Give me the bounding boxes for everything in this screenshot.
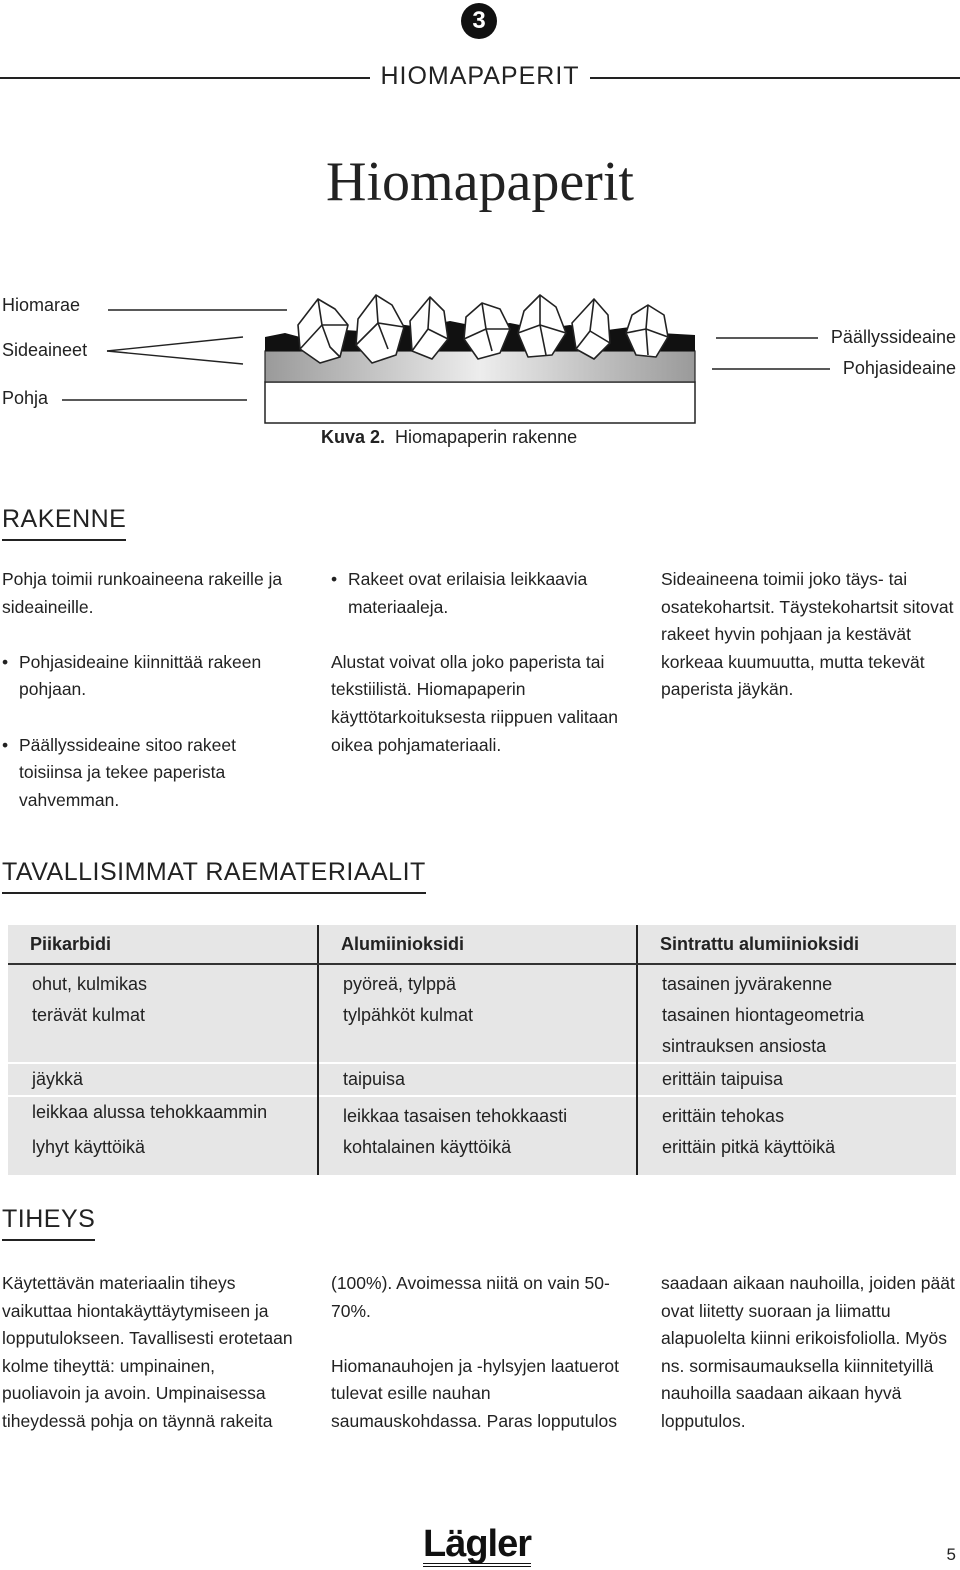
rakenne-column-1 [2,566,302,842]
table-cell: erittäin pitkä käyttöikä [637,1132,956,1175]
table-header-sintrattu: Sintrattu alumiinioksidi [637,925,956,964]
table-row [8,1096,956,1132]
table-row [8,964,956,1000]
base-paper-layer [265,382,695,423]
tiheys-paragraph-2: (100%). Avoimessa niitä on vain 50-70%. [331,1273,610,1321]
table-cell: sintrauksen ansiosta [637,1031,956,1063]
page-number: 5 [946,1545,956,1564]
tiheys-column-3 [661,1270,958,1463]
table-cell: leikkaa alussa tehokkaammin [8,1096,318,1132]
label-pohja: Pohja [2,388,49,408]
page-title: Hiomapaperit [326,151,634,213]
label-sideaineet: Sideaineet [2,340,88,360]
table-header-alumiinioksidi: Alumiinioksidi [318,925,637,964]
table-cell: erittäin tehokas [637,1096,956,1132]
table-row [8,1063,956,1096]
table-cell: pyöreä, tylppä [318,964,637,1000]
table-cell: tasainen jyvärakenne [637,964,956,1000]
table-cell [318,1031,637,1063]
tiheys-paragraph-1: Käytettävän materiaalin tiheys vaikuttaa hiontakäyttäytymiseen ja lopputulokseen. Tavallisesti erotetaan kolme tiheyttä: umpinainen, puoliavoin ja avoin. Umpinaisessa tiheydessä pohja on täynnä rakeita [2,1273,293,1431]
lagler-logo: Lägler [423,1523,532,1565]
table-cell: kohtalainen käyttöikä [318,1132,637,1175]
leader-lines-right [712,338,830,369]
label-hiomarae: Hiomarae [2,295,81,315]
table-cell: jäykkä [8,1063,318,1096]
rakenne-column-2 [331,566,631,787]
table-cell: erittäin taipuisa [637,1063,956,1096]
table-header-piikarbidi: Piikarbidi [8,925,318,964]
section-heading-rakenne: RAKENNE [2,505,126,541]
caption-text: Hiomapaperin rakenne [395,427,578,447]
rakenne-bullet-1: • Pohjasideaine kiinnittää rakeen pohjaan. [2,649,302,704]
caption-label: Kuva 2. [321,427,386,447]
rakenne-intro: Pohja toimii runkoaineena rakeille ja sideaineille. [2,569,283,617]
table-cell: leikkaa tasaisen tehokkaasti [318,1096,637,1132]
table-cell: terävät kulmat [8,1000,318,1031]
rakenne-column-3 [661,566,958,732]
tiheys-column-1 [2,1270,297,1463]
table-cell: tylpähköt kulmat [318,1000,637,1031]
table-cell: ohut, kulmikas [8,964,318,1000]
label-paallyssideaine: Päällyssideaine [830,327,956,347]
table-cell: taipuisa [318,1063,637,1096]
tiheys-paragraph-4: saadaan aikaan nauhoilla, joiden päät ovat liitetty suoraan ja liimattu alapuolelta kiinni erikoisfoliolla. Myös ns. sormisaumauksella kiinnitetyillä nauhoilla saadaan aikaan hyvä lopputulos. [661,1273,955,1431]
table-row [8,1031,956,1063]
chapter-number-badge: 3 [461,3,497,39]
rakenne-bullet-2: • Päällyssideaine sitoo rakeet toisiinsa ja tekee paperista vahvemman. [2,732,302,815]
tiheys-paragraph-3: Hiomanauhojen ja -hylsyjen laatuerot tulevat esille nauhan saumauskohdassa. Paras lopputulos [331,1355,619,1431]
label-pohjasideaine: Pohjasideaine [842,358,956,378]
section-heading-tiheys: TIHEYS [2,1205,95,1241]
figure-caption [321,427,577,448]
table-header-row [8,925,956,964]
chapter-title: HIOMAPAPERIT [0,62,960,91]
table-row [8,1000,956,1031]
rakenne-bullet-3: • Rakeet ovat erilaisia leikkaavia materiaaleja. [331,566,631,621]
abrasive-structure-diagram [0,285,960,430]
section-heading-raemateriaalit: TAVALLISIMMAT RAEMATERIAALIT [2,858,426,894]
table-cell [8,1031,318,1063]
table-cell: lyhyt käyttöikä [8,1132,318,1175]
table-cell: tasainen hiontageometria [637,1000,956,1031]
materials-table [8,925,956,1175]
leader-lines-left [62,310,287,400]
table-row [8,1132,956,1175]
rakenne-paragraph-2: Alustat voivat olla joko paperista tai tekstiilistä. Hiomapaperin käyttötarkoituksesta riippuen valitaan oikea pohjamateriaali. [331,651,618,755]
rakenne-paragraph-3: Sideaineena toimii joko täys- tai osatekohartsit. Täystekohartsit sitovat rakeet hyvin pohjaan ja kestävät korkeaa kuumuutta, mutta tekevät paperista jäykän. [661,569,954,700]
tiheys-column-2 [331,1270,623,1463]
